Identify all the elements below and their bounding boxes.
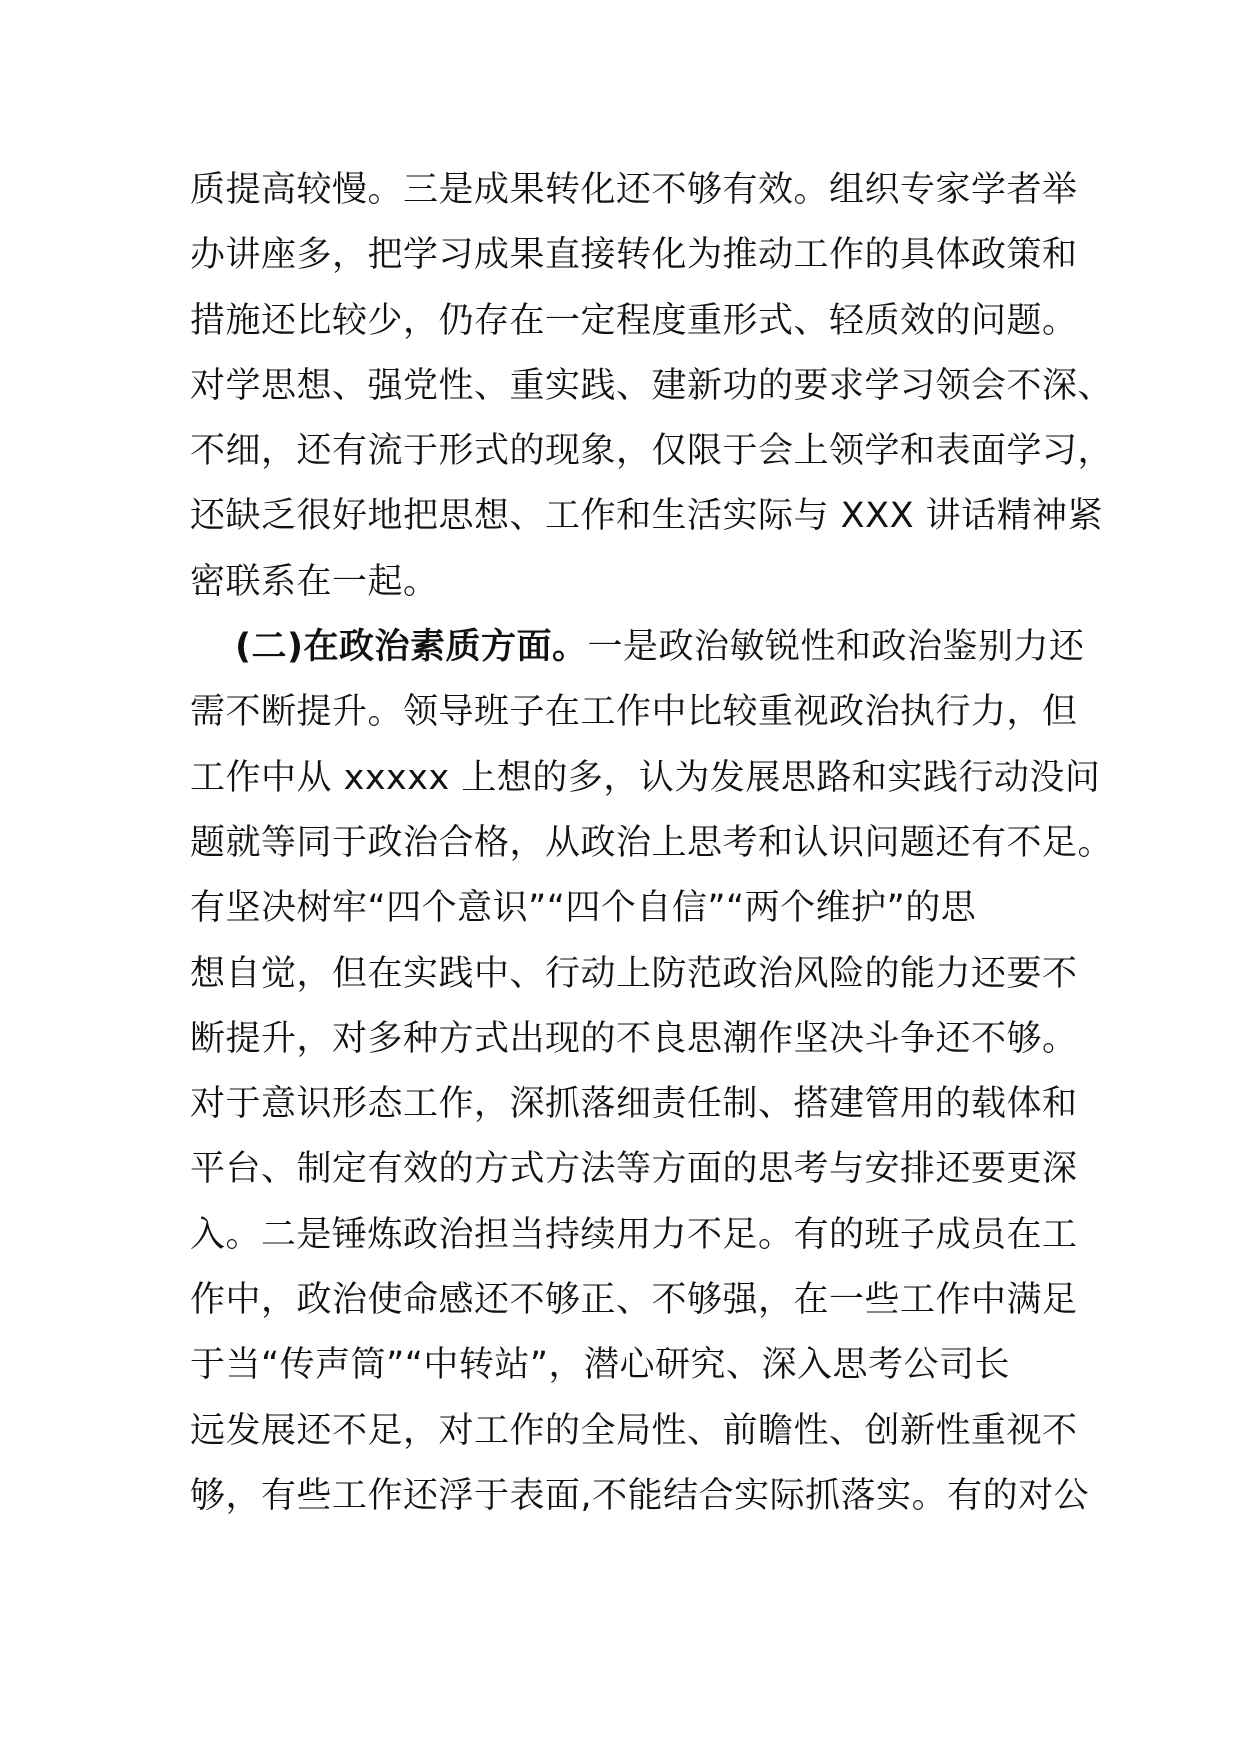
text-line: 还缺乏很好地把思想、工作和生活实际与 XXX 讲话精神紧: [190, 496, 1104, 537]
text-line: 于当“传声筒”“中转站”，潜心研究、深入思考公司长: [190, 1345, 1011, 1386]
text-line: 入。二是锤炼政治担当持续用力不足。有的班子成员在工: [190, 1214, 1078, 1255]
text-line: 办讲座多，把学习成果直接转化为推动工作的具体政策和: [190, 235, 1078, 276]
section-heading: (二)在政治素质方面。: [235, 627, 588, 668]
text-line: 够，有些工作还浮于表面,不能结合实际抓落实。有的对公: [190, 1475, 1090, 1516]
text-line: 对于意识形态工作，深抓落细责任制、搭建管用的载体和: [190, 1084, 1078, 1125]
text-line: 对学思想、强党性、重实践、建新功的要求学习领会不深、: [190, 365, 1114, 406]
section-heading-line: [190, 615, 1085, 680]
text-line: 工作中从 xxxxx 上想的多，认为发展思路和实践行动没问: [190, 757, 1101, 798]
text-line: 想自觉，但在实践中、行动上防范政治风险的能力还要不: [190, 953, 1078, 994]
text-line: 远发展还不足，对工作的全局性、前瞻性、创新性重视不: [190, 1410, 1078, 1451]
text-line: 平台、制定有效的方式方法等方面的思考与安排还要更深: [190, 1149, 1078, 1190]
text-line: 措施还比较少，仍存在一定程度重形式、轻质效的问题。: [190, 300, 1078, 341]
document-page: [190, 158, 1114, 1529]
text-line: 作中，政治使命感还不够正、不够强，在一些工作中满足: [190, 1280, 1078, 1321]
text-line: 不细，还有流于形式的现象，仅限于会上领学和表面学习，: [190, 431, 1114, 472]
text-line: 需不断提升。领导班子在工作中比较重视政治执行力，但: [190, 692, 1078, 733]
text-line: 密联系在一起。: [190, 561, 439, 602]
text-line: 有坚决树牢“四个意识”“四个自信”“两个维护”的思: [190, 888, 977, 929]
text-line: 断提升，对多种方式出现的不良思潮作坚决斗争还不够。: [190, 1018, 1078, 1059]
section-first-line-text: 一是政治敏锐性和政治鉴别力还: [587, 627, 1085, 668]
text-line: 题就等同于政治合格，从政治上思考和认识问题还有不足。: [190, 822, 1114, 863]
text-line: 质提高较慢。三是成果转化还不够有效。组织专家学者举: [190, 170, 1078, 210]
